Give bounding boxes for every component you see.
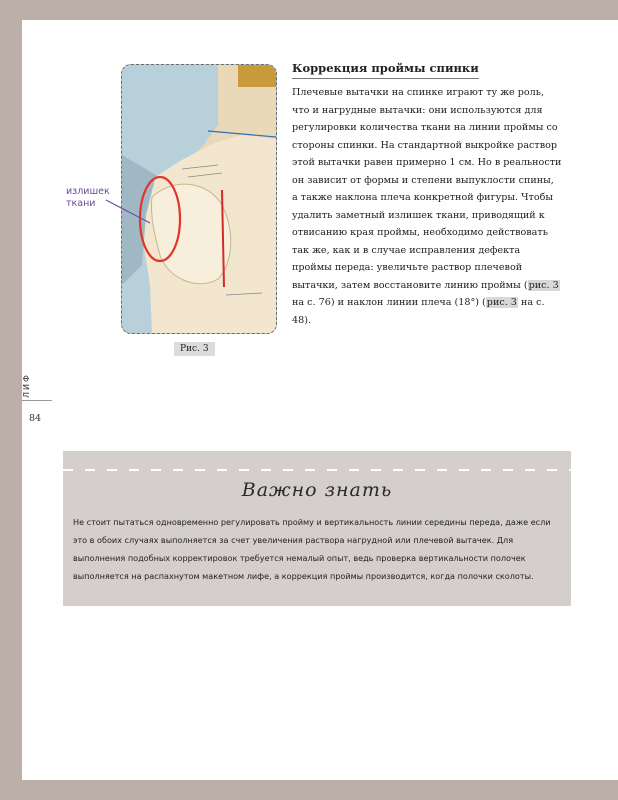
body-text-3: на с. 48). bbox=[292, 297, 545, 326]
body-text-2: на с. 76) и наклон линии плеча (18°) ( bbox=[292, 297, 486, 308]
note-text: Не стоит пытаться одновременно регулировать пройму и вертикальность линии середины переда, даже если это в обоих случаях выполняется за счет увеличения раствора нагрудной или плечевой вытачек. Для выполнения подобных корректировок требуется немалый опыт, ведь проверка вертикальности полочек выполняется на распахнутом макетном лифе, а коррекция проймы производится, когда полочки сколоты. bbox=[73, 517, 551, 581]
figure-reference-2[interactable]: рис. 3 bbox=[486, 297, 517, 308]
sidebar-divider bbox=[22, 400, 52, 401]
dress-form-photo bbox=[122, 65, 276, 333]
figure-reference-1[interactable]: рис. 3 bbox=[528, 279, 559, 291]
body-paragraph bbox=[292, 84, 562, 329]
chapter-label: ЛИФ bbox=[22, 373, 31, 398]
book-page bbox=[22, 20, 618, 780]
body-text-1: Плечевые вытачки на спинке играют ту же роль, что и нагрудные вытачки: они используются для регулировки количества ткани на линии проймы со стороны спинки. На стандартной выкройке раствор этой вытачки равен примерно 1 см. Но в реальности он зависит от формы и степени выпуклости спины, а также наклона плеча конкретной фигуры. Чтобы удалить заметный излишек ткани, приводящий к отвисанию края проймы, необходимо действовать так же, как и в случае исправления дефекта проймы переда: увеличьте раствор плечевой вытачки, затем восстановите линию проймы ( bbox=[292, 87, 562, 291]
note-dashed-divider bbox=[63, 469, 571, 471]
figure-photo bbox=[121, 64, 277, 334]
note-title: Важно знать bbox=[241, 479, 393, 501]
callout-label: излишек ткани bbox=[66, 186, 110, 209]
important-note-box bbox=[63, 451, 571, 606]
page-number: 84 bbox=[29, 413, 42, 424]
section-title: Коррекция проймы спинки bbox=[292, 61, 479, 79]
figure-caption: Рис. 3 bbox=[174, 342, 215, 356]
